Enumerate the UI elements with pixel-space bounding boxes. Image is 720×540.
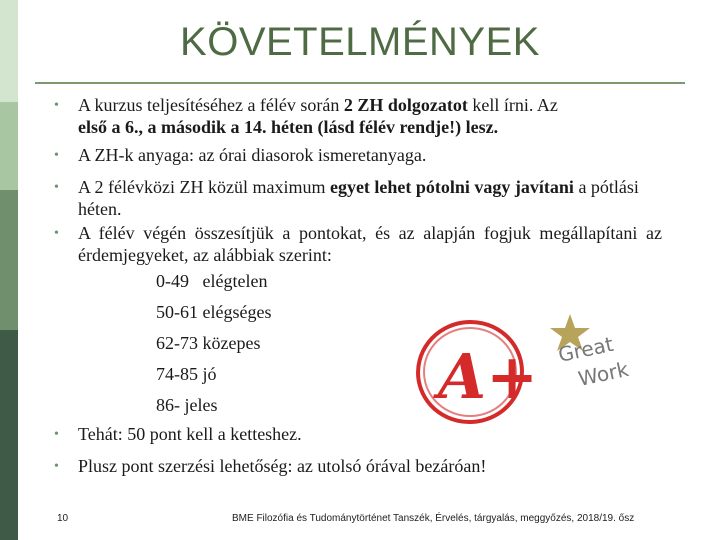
item-bold-text: első a 6., a második a 14. héten (lásd félév rendje!) lesz.: [78, 117, 499, 137]
item-text: Tehát: 50 pont kell a ketteshez.: [78, 424, 302, 444]
grade-row: 74-85 jó: [156, 364, 217, 384]
list-item: [50, 455, 662, 477]
badge-word-text: Great: [556, 331, 616, 367]
list-item: [50, 176, 662, 220]
bullet-icon: •: [54, 148, 59, 163]
grade-row: 62-73 közepes: [156, 333, 261, 353]
list-item: [50, 94, 662, 138]
item-text: Plusz pont szerzési lehetőség: az utolsó órával bezáróan!: [78, 456, 487, 476]
item-text: a pótlási héten.: [78, 177, 639, 219]
grade-row: 0-49 elégtelen: [156, 271, 268, 291]
list-item: [50, 144, 662, 166]
item-text: A kurzus teljesítéséhez a félév során: [78, 95, 344, 115]
side-bar-segment: [0, 102, 18, 190]
item-text: A 2 félévközi ZH közül maximum: [78, 177, 330, 197]
page-title: KÖVETELMÉNYEK: [180, 20, 540, 64]
item-text: A félév végén összesítjük a pontokat, és az alapján fogjuk megállapítani az érdemjegyeket, az alábbiak szerint:: [78, 223, 662, 265]
great-work-badge-image: [410, 300, 650, 430]
footer-source: BME Filozófia és Tudománytörténet Tanszék, Érvelés, tárgyalás, meggyőzés, 2018/19. ősz: [232, 513, 635, 524]
item-text: A ZH-k anyaga: az órai diasorok ismeretanyaga.: [78, 145, 427, 165]
side-bar-segment: [0, 330, 18, 540]
badge-mark-text: A+: [438, 340, 539, 413]
item-text: kell írni. Az: [467, 95, 558, 115]
item-bold-text: egyet lehet pótolni vagy javítani: [329, 177, 574, 197]
title-divider: [35, 82, 685, 84]
badge-word-text: Work: [576, 356, 631, 391]
grade-row: 50-61 elégséges: [156, 302, 272, 322]
bullet-icon: •: [54, 98, 59, 113]
grade-row: 86- jeles: [156, 395, 218, 415]
bullet-icon: •: [54, 226, 59, 241]
bullet-icon: •: [54, 427, 59, 442]
item-bold-text: 2 ZH dolgozatot: [343, 95, 468, 115]
bullet-icon: •: [54, 180, 59, 195]
great-work-badge-icon: [410, 300, 650, 430]
bullet-icon: •: [54, 459, 59, 474]
side-bar-segment: [0, 190, 18, 330]
side-bar-segment: [0, 0, 18, 102]
page-number: 10: [57, 513, 69, 524]
